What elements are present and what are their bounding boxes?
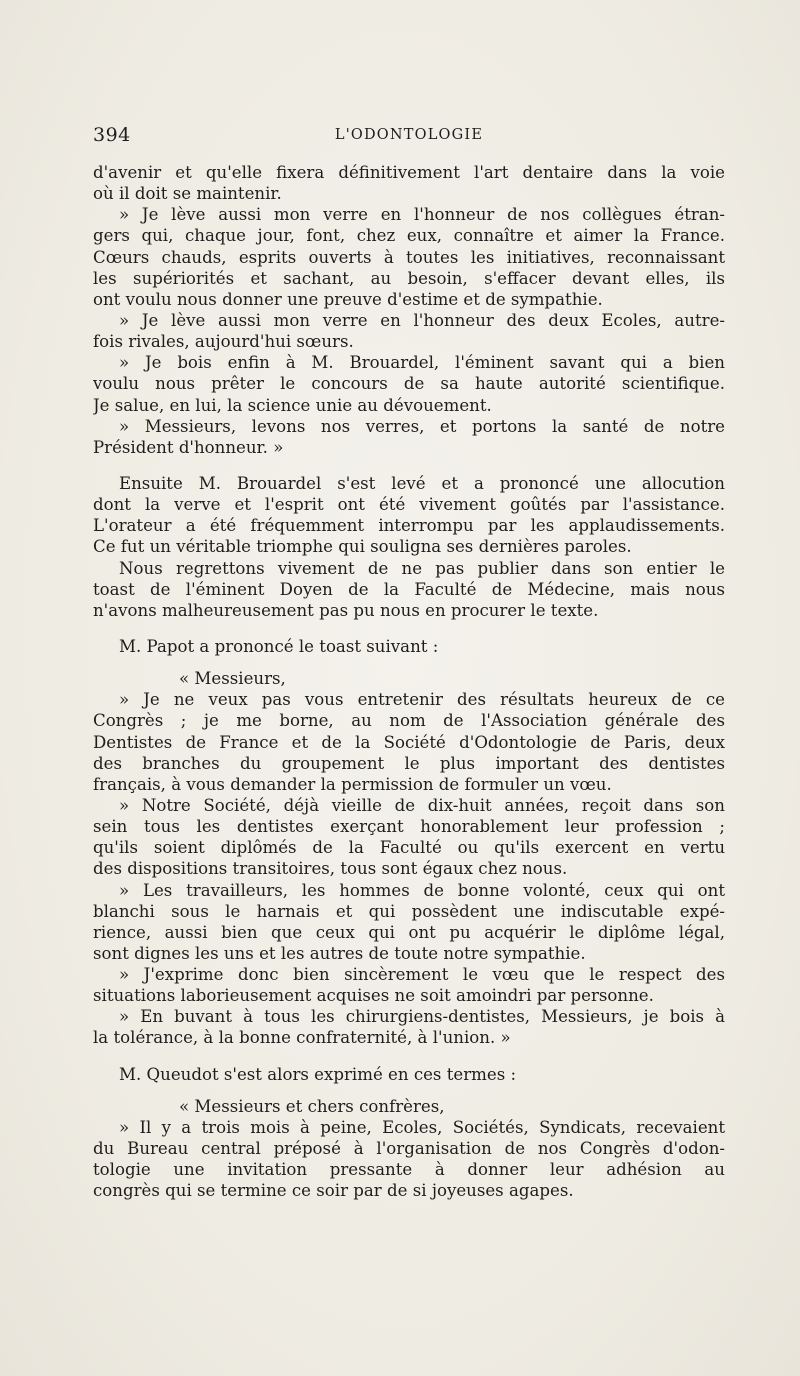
- text-line: M. Papot a prononcé le toast suivant :: [119, 636, 439, 656]
- text-line: » Notre Société, déjà vieille de dix-huit années, reçoit dans son: [119, 795, 725, 815]
- text-line: Congrès ; je me borne, au nom de l'Association générale des: [93, 711, 725, 731]
- text-line: congrès qui se termine ce soir par de si joyeuses agapes.: [93, 1181, 574, 1201]
- text-line: n'avons malheureusement pas pu nous en procurer le texte.: [93, 600, 599, 620]
- text-line: » Il y a trois mois à peine, Ecoles, Sociétés, Syndicats, recevaient: [119, 1117, 725, 1137]
- text-line: Président d'honneur. »: [93, 437, 284, 457]
- text-line: sein tous les dentistes exerçant honorablement leur profession ;: [93, 817, 725, 837]
- text-line: Je salue, en lui, la science unie au dévouement.: [93, 395, 492, 415]
- text-line: Ce fut un véritable triomphe qui souligna ses dernières paroles.: [93, 537, 632, 557]
- text-line: sont dignes les uns et les autres de toute notre sympathie.: [93, 943, 586, 963]
- text-line: les supériorités et sachant, au besoin, s'effacer devant elles, ils: [93, 268, 725, 288]
- page-number: 394: [93, 124, 131, 146]
- text-line: d'avenir et qu'elle fixera définitivement l'art dentaire dans la voie: [93, 163, 725, 182]
- text-line: blanchi sous le harnais et qui possèdent une indiscutable expé-: [93, 901, 725, 921]
- text-line: rience, aussi bien que ceux qui ont pu acquérir le diplôme légal,: [93, 922, 725, 942]
- text-line: voulu nous prêter le concours de sa haute autorité scientifique.: [93, 374, 725, 394]
- text-line: » Les travailleurs, les hommes de bonne volonté, ceux qui ont: [119, 880, 725, 900]
- text-line: » Je lève aussi mon verre en l'honneur des deux Ecoles, autre-: [119, 310, 725, 330]
- text-line: Dentistes de France et de la Société d'Odontologie de Paris, deux: [93, 732, 725, 752]
- text-line: des branches du groupement le plus important des dentistes: [93, 753, 725, 773]
- text-line: tologie une invitation pressante à donner leur adhésion au: [93, 1160, 725, 1180]
- text-line: fois rivales, aujourd'hui sœurs.: [93, 332, 354, 352]
- text-line: gers qui, chaque jour, font, chez eux, connaître et aimer la France.: [93, 226, 725, 246]
- text-line: Ensuite M. Brouardel s'est levé et a prononcé une allocution: [119, 473, 725, 493]
- text-line: ont voulu nous donner une preuve d'estime et de sympathie.: [93, 289, 603, 309]
- text-line: dont la verve et l'esprit ont été vivement goûtés par l'assistance.: [93, 495, 725, 515]
- paragraph-gap: [93, 458, 725, 473]
- paragraph-gap: [93, 657, 725, 668]
- paragraph-gap: [93, 1085, 725, 1096]
- text-line: « Messieurs,: [179, 669, 286, 689]
- text-line: » En buvant à tous les chirurgiens-dentistes, Messieurs, je bois à: [119, 1007, 725, 1027]
- paragraph-gap: [93, 1049, 725, 1064]
- text-line: M. Queudot s'est alors exprimé en ces termes :: [119, 1064, 517, 1084]
- text-line: qu'ils soient diplômés de la Faculté ou qu'ils exercent en vertu: [93, 838, 725, 858]
- text-line: » Je bois enfin à M. Brouardel, l'éminent savant qui a bien: [119, 353, 725, 373]
- text-line: » Messieurs, levons nos verres, et portons la santé de notre: [119, 416, 725, 436]
- text-line: du Bureau central préposé à l'organisation de nos Congrès d'odon-: [93, 1139, 725, 1159]
- running-title: L'ODONTOLOGIE: [334, 127, 484, 143]
- text-line: » Je lève aussi mon verre en l'honneur de nos collègues étran-: [119, 205, 725, 225]
- text-line: la tolérance, à la bonne confraternité, à l'union. »: [93, 1028, 511, 1048]
- text-line: toast de l'éminent Doyen de la Faculté de Médecine, mais nous: [93, 579, 725, 599]
- text-line: » J'exprime donc bien sincèrement le vœu que le respect des: [119, 965, 725, 985]
- text-line: L'orateur a été fréquemment interrompu par les applaudissements.: [93, 516, 725, 536]
- page-header: [93, 124, 725, 148]
- text-line: » Je ne veux pas vous entretenir des résultats heureux de ce: [119, 690, 725, 710]
- text-line: des dispositions transitoires, tous sont égaux chez nous.: [93, 859, 568, 879]
- text-line: Nous regrettons vivement de ne pas publier dans son entier le: [119, 558, 725, 578]
- text-line: Cœurs chauds, esprits ouverts à toutes les initiatives, reconnaissant: [93, 247, 725, 267]
- text-line: où il doit se maintenir.: [93, 184, 282, 204]
- text-line: situations laborieusement acquises ne soit amoindri par personne.: [93, 986, 654, 1006]
- paragraph-gap: [93, 621, 725, 636]
- body-text: [93, 162, 725, 1201]
- text-line: français, à vous demander la permission de formuler un vœu.: [93, 774, 612, 794]
- text-line: « Messieurs et chers confrères,: [179, 1096, 445, 1116]
